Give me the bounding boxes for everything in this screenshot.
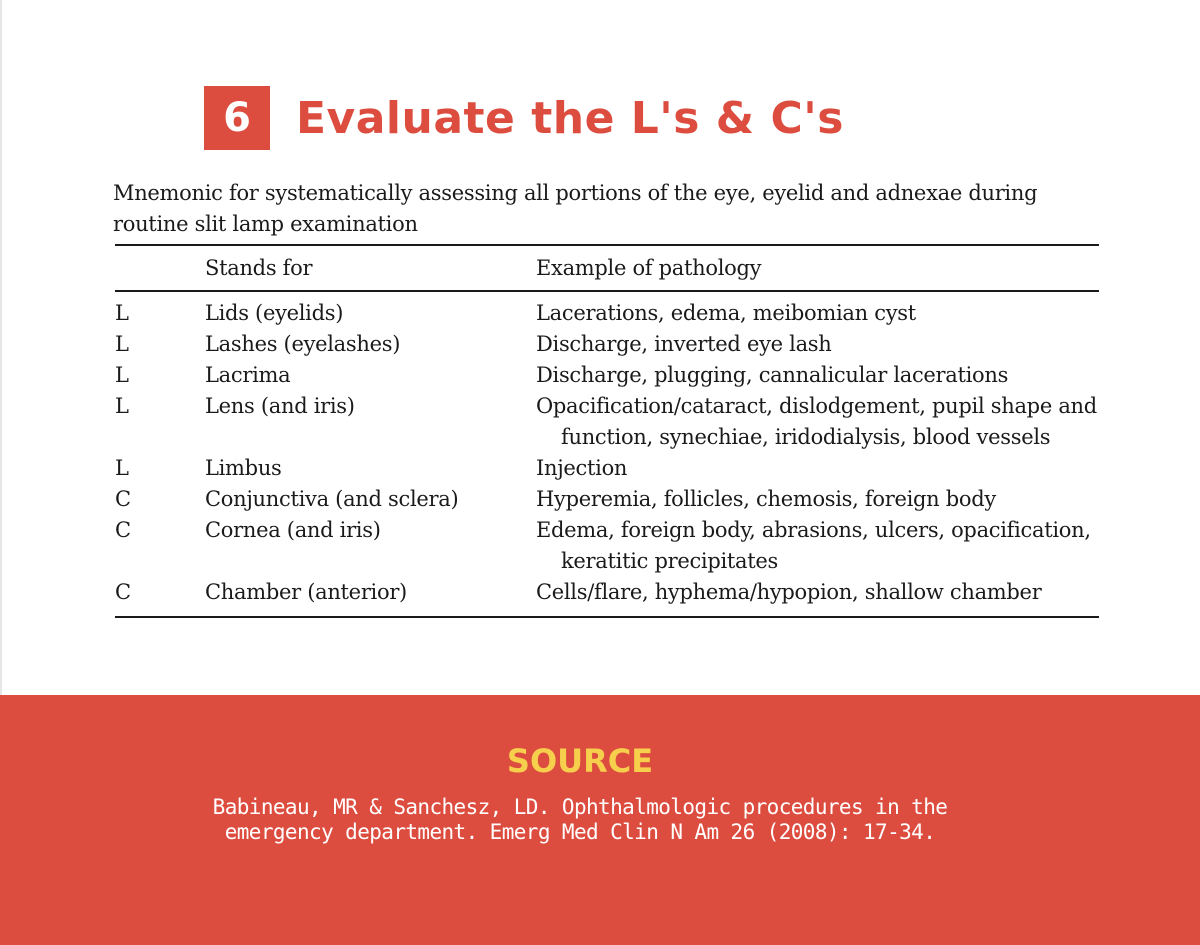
row-stands-for: Chamber (anterior)	[205, 580, 407, 604]
header-example: Example of pathology	[536, 255, 762, 280]
table-row	[115, 329, 1099, 360]
table-row	[115, 484, 1099, 515]
mnemonic-table	[115, 244, 1099, 618]
row-letter: C	[115, 518, 131, 542]
row-letter: L	[115, 456, 129, 480]
header-stands-for: Stands for	[205, 255, 313, 280]
table-row	[115, 515, 1099, 577]
row-example: Edema, foreign body, abrasions, ulcers, opacification, keratitic precipitates	[536, 518, 1091, 573]
row-example: Hyperemia, follicles, chemosis, foreign body	[536, 487, 996, 511]
row-example: Opacification/cataract, dislodgement, pupil shape and function, synechiae, iridodialysis, blood vessels	[536, 394, 1097, 449]
section-heading	[204, 86, 844, 150]
row-example: Discharge, plugging, cannalicular lacerations	[536, 363, 1009, 387]
table-row	[115, 360, 1099, 391]
row-stands-for: Lens (and iris)	[205, 394, 355, 418]
row-stands-for: Limbus	[205, 456, 282, 480]
row-example: Lacerations, edema, meibomian cyst	[536, 301, 916, 325]
source-line-2: emergency department. Emerg Med Clin N Am 26 (2008): 17-34.	[224, 820, 936, 844]
row-example: Injection	[536, 456, 628, 480]
table-header-row	[115, 246, 1099, 290]
table-row	[115, 453, 1099, 484]
row-stands-for: Lids (eyelids)	[205, 301, 344, 325]
row-example: Cells/flare, hyphema/hypopion, shallow chamber	[536, 580, 1042, 604]
table-body	[115, 292, 1099, 608]
row-stands-for: Conjunctiva (and sclera)	[205, 487, 459, 511]
row-letter: C	[115, 580, 131, 604]
source-citation	[140, 795, 1020, 845]
row-letter: C	[115, 487, 131, 511]
table-row	[115, 298, 1099, 329]
row-example: Discharge, inverted eye lash	[536, 332, 832, 356]
table-row	[115, 391, 1099, 453]
step-number-badge: 6	[204, 86, 270, 150]
row-letter: L	[115, 394, 129, 418]
source-line-1: Babineau, MR & Sanchesz, LD. Ophthalmologic procedures in the	[212, 795, 948, 819]
row-stands-for: Lashes (eyelashes)	[205, 332, 401, 356]
row-letter: L	[115, 332, 129, 356]
table-row	[115, 577, 1099, 608]
left-edge-rule	[0, 0, 2, 695]
row-stands-for: Lacrima	[205, 363, 291, 387]
table-bottom-rule	[115, 616, 1099, 618]
row-letter: L	[115, 301, 129, 325]
table-caption: Mnemonic for systematically assessing all portions of the eye, eyelid and adnexae during routine slit lamp examination	[113, 181, 1038, 236]
row-stands-for: Cornea (and iris)	[205, 518, 381, 542]
section-title: Evaluate the L's & C's	[296, 92, 844, 144]
source-title: SOURCE	[506, 742, 654, 780]
row-letter: L	[115, 363, 129, 387]
